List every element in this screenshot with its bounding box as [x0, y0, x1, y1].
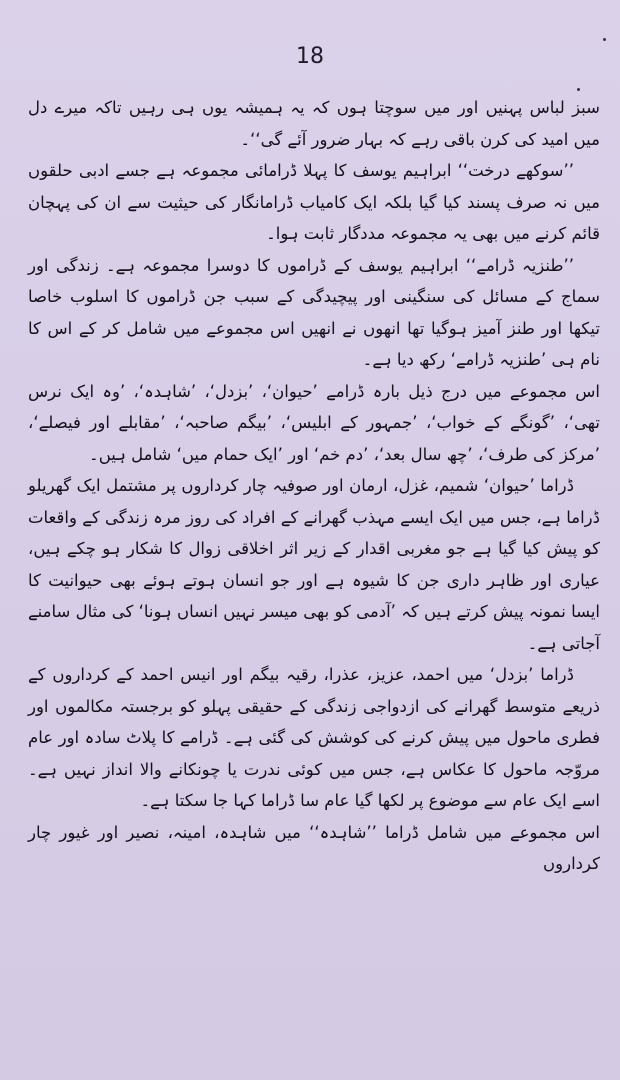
- paragraph: ’’سوکھے درخت‘‘ ابراہیم یوسف کا پہلا ڈرامائی مجموعہ ہے جسے ادبی حلقوں میں نہ صرف پسند کیا گیا بلکہ ایک کامیاب ڈرامانگار کی حیثیت سے ان کی پہچان قائم کرنے میں بھی یہ مجموعہ مددگار ثابت ہوا۔: [28, 161, 600, 243]
- page-number: 18: [296, 44, 324, 69]
- speck-mark: [577, 88, 580, 91]
- body-text: [28, 92, 600, 880]
- paragraph: اس مجموعے میں درج ذیل بارہ ڈرامے ’حیوان‘، ’بزدل‘، ’شاہدہ‘، ’وہ ایک نرس تھی‘، ’گونگے کے خواب‘، ’جمہور کے ابلیس‘، ’بیگم صاحبہ‘، ’مقابلے اور فیصلے‘، ’مرکز کی طرف‘، ’چھ سال بعد‘، ’دم خم‘ اور ’ایک حمام میں‘ شامل ہیں۔: [28, 381, 600, 464]
- paragraph: اس مجموعے میں شامل ڈراما ’’شاہدہ‘‘ میں شاہدہ، امینہ، نصیر اور غیور چار کرداروں: [28, 822, 600, 873]
- paragraph: ڈراما ’بزدل‘ میں احمد، عزیز، عذرا، رقیہ بیگم اور انیس احمد کے کرداروں کے ذریعے متوسط گھرانے کی ازدواجی زندگی کے حقیقی پہلو کو برجستہ مکالموں اور فطری ماحول میں پیش کرنے کی کوشش کی گئی ہے۔ ڈرامے کا پلاٹ سادہ اور عام مروّجہ ماحول کا عکاس ہے، جس میں کوئی ندرت یا چونکانے والا انداز نہیں ہے۔ اسے ایک عام سے موضوع پر لکھا گیا عام سا ڈراما کہا جا سکتا ہے۔: [28, 665, 600, 810]
- paragraph: ڈراما ’حیوان‘ شمیم، غزل، ارمان اور صوفیہ چار کرداروں پر مشتمل ایک گھریلو ڈراما ہے، جس میں ایک ایسے مہذب گھرانے کے افراد کی روز مرہ زندگی کے واقعات کو پیش کیا گیا ہے جو مغربی اقدار کے زیر اثر اخلاقی زوال کا شکار ہو چکے ہیں، عیاری اور ظاہر داری جن کا شیوہ ہے اور جو انسان ہوتے ہوئے بھی حیوانیت کا ایسا نمونہ پیش کرتے ہیں کہ ’آدمی کو بھی میسر نہیں انساں ہونا‘ کی مثال سامنے آجاتی ہے۔: [28, 476, 600, 653]
- speck-mark: [603, 38, 606, 41]
- paragraph: سبز لباس پہنیں اور میں سوچتا ہوں کہ یہ ہمیشہ یوں ہی رہیں تاکہ میرے دل میں امید کی کرن باقی رہے کہ بہار ضرور آئے گی‘‘۔: [28, 98, 600, 149]
- paragraph: ’’طنزیہ ڈرامے‘‘ ابراہیم یوسف کے ڈراموں کا دوسرا مجموعہ ہے۔ زندگی اور سماج کے مسائل کی سنگینی اور پیچیدگی کے سبب جن ڈراموں کا اسلوب خاصا تیکھا اور طنز آمیز ہوگیا تھا انھوں نے انھیں اس مجموعے میں شامل کر کے اس کا نام ہی ’طنزیہ ڈرامے‘ رکھ دیا ہے۔: [28, 255, 600, 369]
